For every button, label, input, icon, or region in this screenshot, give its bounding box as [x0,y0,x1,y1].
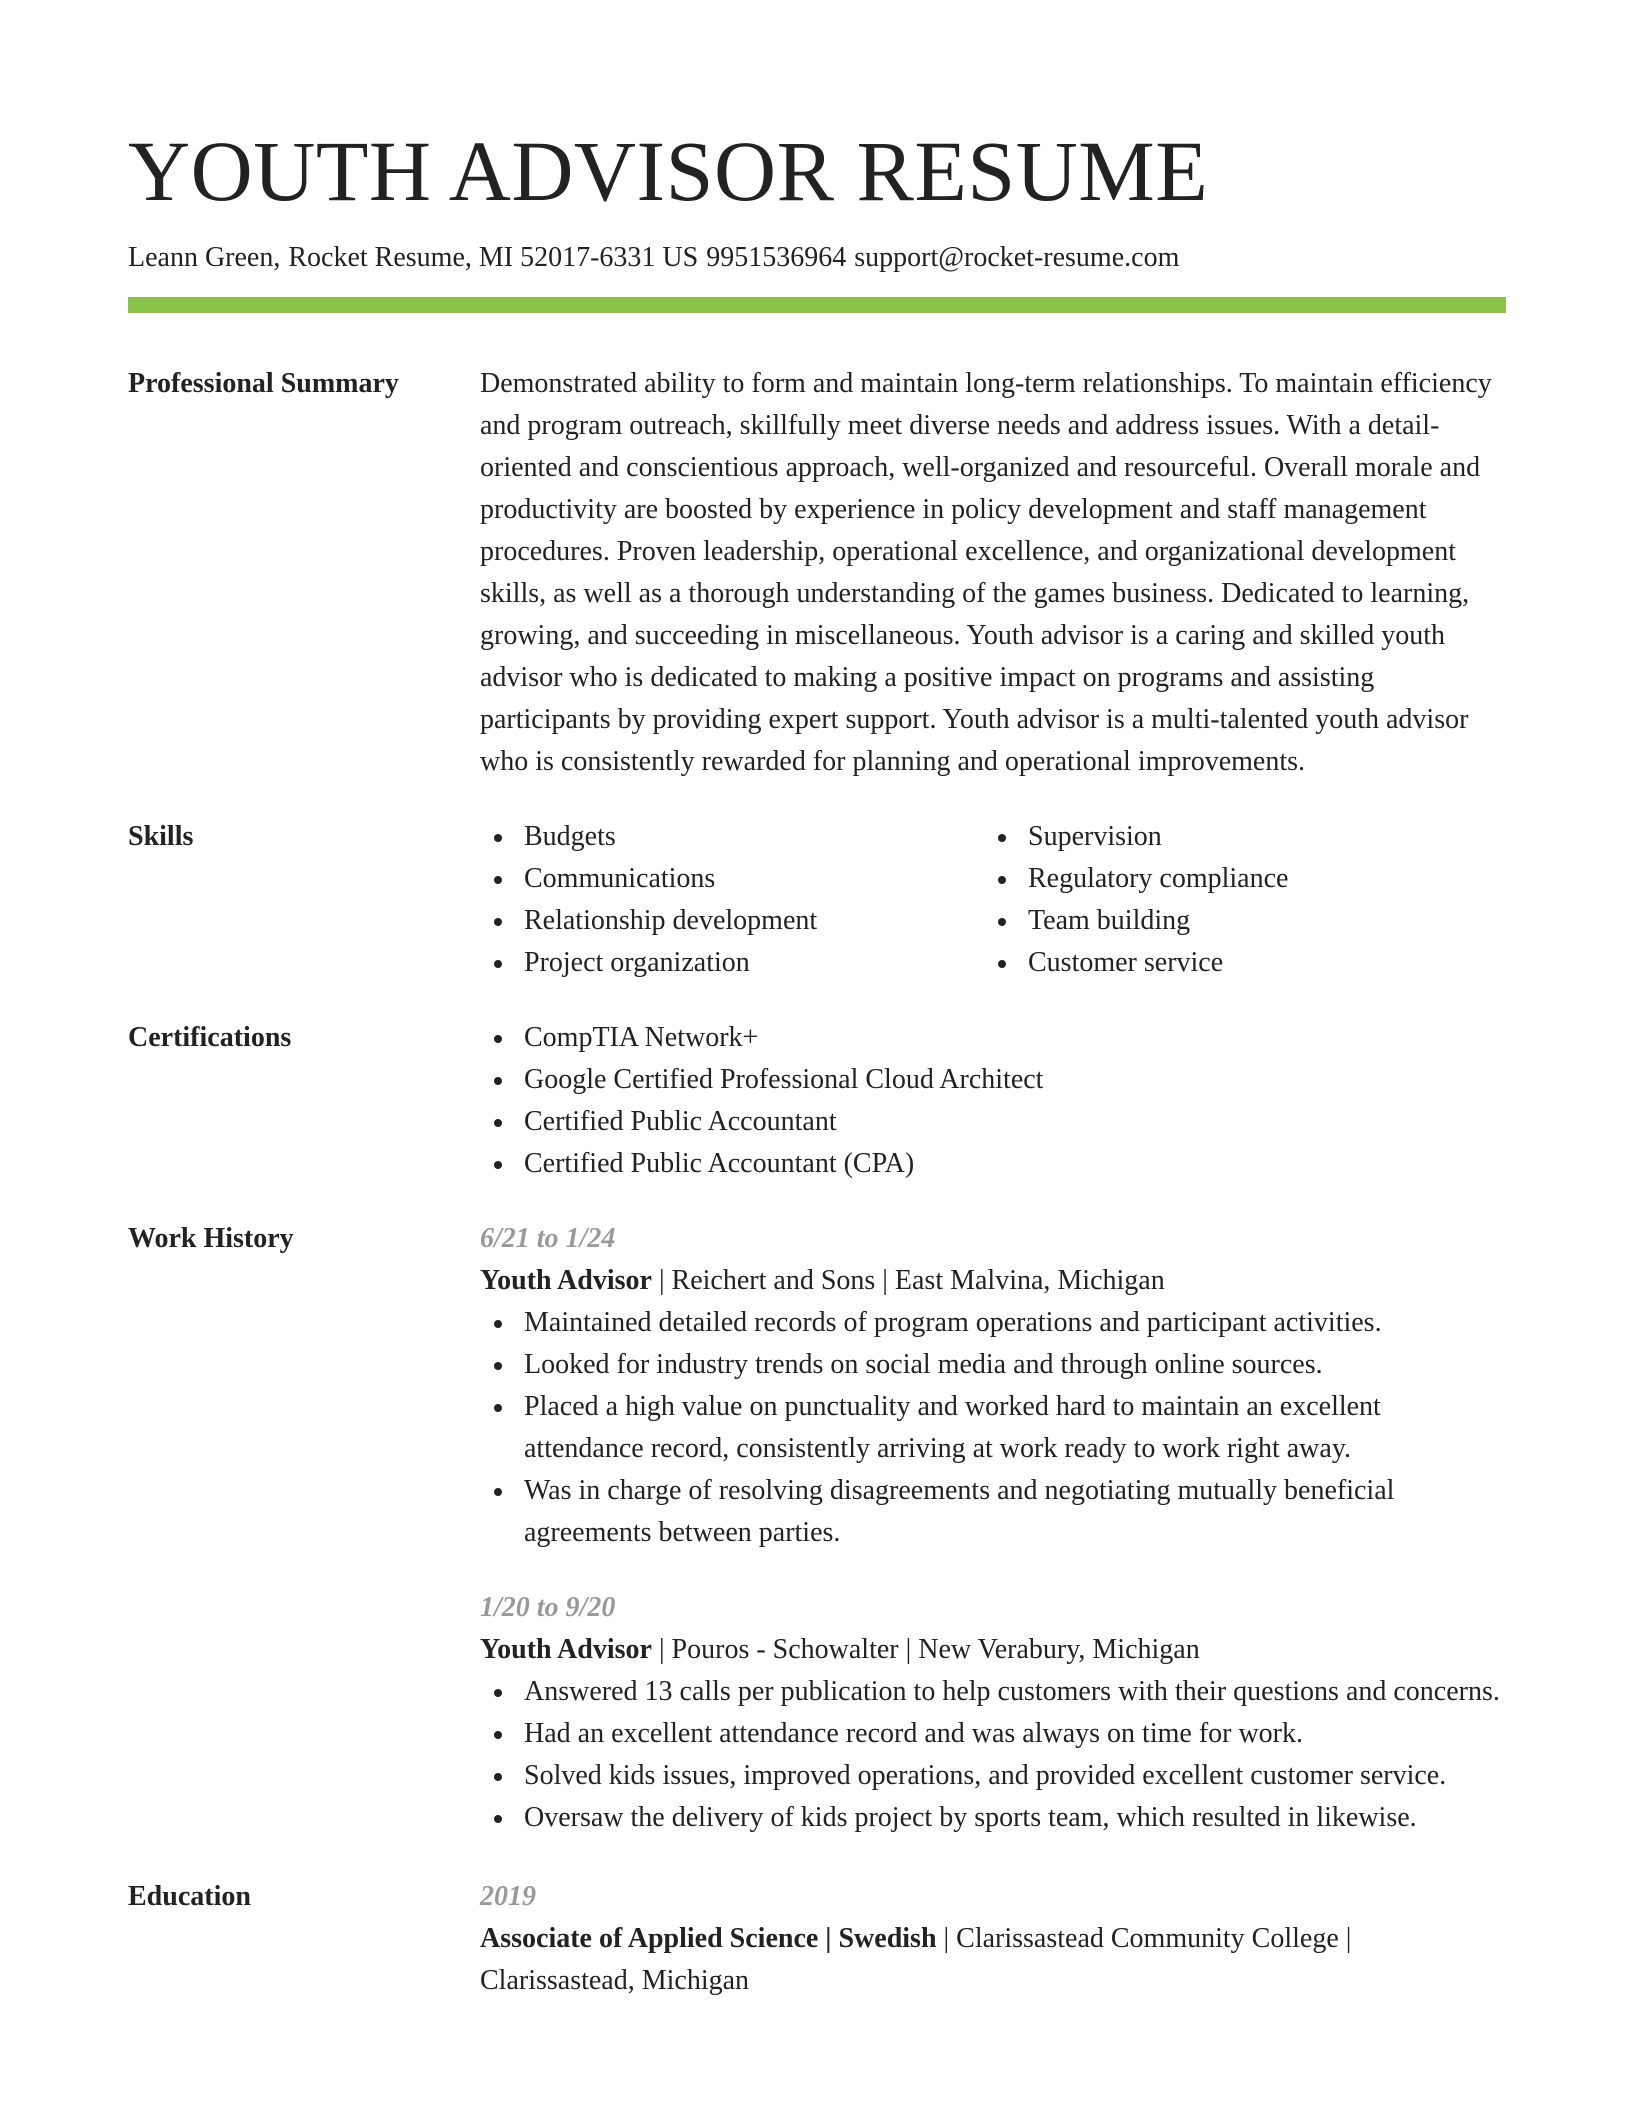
section-education [128,1876,1506,2002]
list-item: Budgets [480,816,984,858]
list-item: Answered 13 calls per publication to help customers with their questions and concerns. [480,1671,1506,1713]
list-item: Had an excellent attendance record and was always on time for work. [480,1713,1506,1755]
job-dates: 6/21 to 1/24 [480,1223,616,1254]
job-title: Youth Advisor [480,1265,652,1296]
section-work-history [128,1218,1506,1839]
job-title: Youth Advisor [480,1634,652,1665]
list-item: Relationship development [480,900,984,942]
list-item: Certified Public Accountant (CPA) [480,1143,1506,1185]
summary-text: Demonstrated ability to form and maintain long-term relationships. To maintain efficiency and program outreach, skillfully meet diverse needs and address issues. With a detail-oriented and conscientious approach, well-organized and resourceful. Overall morale and productivity are boosted by experience in policy development and staff management procedures. Proven leadership, operational excellence, and organizational development skills, as well as a thorough understanding of the games business. Dedicated to learning, growing, and succeeding in miscellaneous. Youth advisor is a caring and skilled youth advisor who is dedicated to making a positive impact on programs and assisting participants by providing expert support. Youth advisor is a multi-talented youth advisor who is consistently rewarded for planning and operational improvements. [480,368,1492,777]
list-item: Team building [984,900,1488,942]
skills-grid [480,816,1506,984]
work-body [480,1218,1506,1839]
list-item: Looked for industry trends on social media and through online sources. [480,1344,1506,1386]
list-item: Supervision [984,816,1488,858]
job-entry [480,1218,1506,1554]
list-item: Project organization [480,942,984,984]
education-body [480,1876,1506,2002]
education-heading [480,1918,1506,2002]
list-item: Certified Public Accountant [480,1101,1506,1143]
job-heading [480,1260,1506,1302]
job-heading [480,1629,1506,1671]
resume-page [128,118,1506,2002]
section-summary [128,363,1506,783]
list-item: CompTIA Network+ [480,1017,1506,1059]
list-item: Maintained detailed records of program operations and participant activities. [480,1302,1506,1344]
contact-address: Rocket Resume, MI 52017-6331 US [288,242,699,273]
contact-line [128,238,1506,278]
contact-name: Leann Green, [128,242,281,273]
job-dates: 1/20 to 9/20 [480,1592,616,1623]
section-label-certifications: Certifications [128,1022,292,1053]
education-degree: Associate of Applied Science | Swedish [480,1923,937,1954]
section-label-skills: Skills [128,821,194,852]
certifications-body [480,1017,1506,1185]
skills-column-left [480,816,984,984]
job-bullets [480,1671,1506,1839]
job-employer-location: | Pouros - Schowalter | New Verabury, Michigan [651,1634,1200,1665]
contact-email[interactable]: support@rocket-resume.com [854,242,1180,273]
list-item: Solved kids issues, improved operations, and provided excellent customer service. [480,1755,1506,1797]
list-item: Placed a high value on punctuality and worked hard to maintain an excellent attendance record, consistently arriving at work ready to work right away. [480,1386,1506,1470]
list-item: Communications [480,858,984,900]
list-item: Customer service [984,942,1488,984]
section-label-education: Education [128,1881,251,1912]
list-item: Was in charge of resolving disagreements and negotiating mutually beneficial agreements between parties. [480,1470,1506,1554]
list-item: Regulatory compliance [984,858,1488,900]
section-skills [128,816,1506,984]
education-school-location: | Clarissastead Community College | Clarissastead, Michigan [480,1923,1352,1996]
document-title: YOUTH ADVISOR RESUME [128,123,1209,219]
job-bullets [480,1302,1506,1554]
section-certifications [128,1017,1506,1185]
contact-phone: 9951536964 [706,242,847,273]
job-employer-location: | Reichert and Sons | East Malvina, Michigan [651,1265,1165,1296]
list-item: Oversaw the delivery of kids project by sports team, which resulted in likewise. [480,1797,1506,1839]
section-label-summary: Professional Summary [128,368,399,399]
list-item: Google Certified Professional Cloud Architect [480,1059,1506,1101]
certifications-list [480,1017,1506,1185]
education-year: 2019 [480,1881,536,1912]
skills-column-right [984,816,1488,984]
section-label-work: Work History [128,1223,294,1254]
job-entry [480,1587,1506,1839]
summary-body [480,363,1506,783]
accent-divider [128,297,1506,313]
